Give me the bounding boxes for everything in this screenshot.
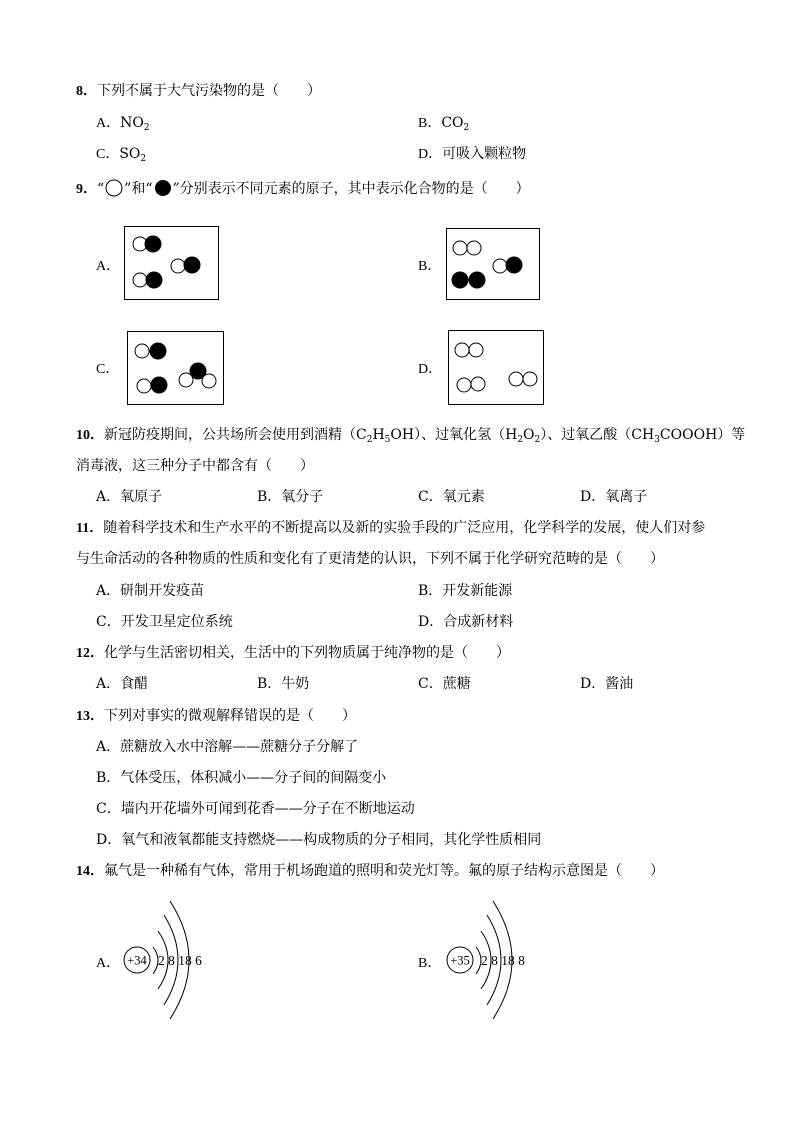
option-d[interactable]: D．氧气和液氧都能支持燃烧——构成物质的分子相同，其化学性质相同 [96,832,542,848]
black-atom-icon [153,179,173,197]
option-b[interactable]: B．牛奶 [257,676,310,692]
option-a-label[interactable]: A． [96,259,121,274]
electron-shells: 2 8 18 8 [481,953,525,968]
question-number: 9． [76,182,97,197]
option-c-particle-box[interactable] [127,331,224,405]
question-9-stem: 9．“ ”和“ ”分别表示不同元素的原子，其中表示化合物的是（ ） [76,181,530,197]
question-number: 11． [76,521,104,536]
option-b[interactable]: B．$CO_2$ [418,115,470,133]
option-b-label[interactable]: B． [418,956,442,971]
option-a[interactable]: A．蔗糖放入水中溶解——蔗糖分子分解了 [96,739,359,755]
question-8-stem [76,81,321,102]
question-13-stem: 13．下列对事实的微观解释错误的是（ ） [76,708,356,724]
question-14-stem: 14．氟气是一种稀有气体，常用于机场跑道的照明和荧光灯等。氟的原子结构示意图是（ ） [76,863,664,879]
option-a-label[interactable]: A． [96,956,121,971]
option-b[interactable]: B．开发新能源 [418,583,513,599]
particle-model-b [447,229,539,299]
option-a[interactable]: A．食醋 [96,676,149,692]
option-a-particle-box[interactable] [124,226,219,300]
question-number: 14． [76,864,104,879]
option-c[interactable]: C．$SO_2$ [96,146,147,164]
option-d-particle-box[interactable] [448,330,544,405]
option-c[interactable]: C．开发卫星定位系统 [96,614,233,630]
electron-shells: 2 8 18 6 [158,953,202,968]
option-b-label[interactable]: B． [418,259,442,274]
option-d-label[interactable]: D． [418,362,443,377]
option-b-particle-box[interactable] [446,228,540,300]
particle-model-c [128,332,223,404]
option-b[interactable]: B．气体受压，体积减小——分子间的间隔变小 [96,770,387,786]
atomic-structure-diagram-a[interactable] [120,897,220,1027]
option-c-label[interactable]: C． [96,362,120,377]
option-d[interactable]: D．合成新材料 [418,614,514,630]
option-c[interactable]: C．蔗糖 [418,676,471,692]
question-10-stem-line2: 消毒液，这三种分子中都含有（ ） [76,458,314,474]
nucleus-charge: +34 [127,953,147,968]
particle-model-d [449,331,543,404]
question-text: 下列不属于大气污染物的是（ ） [97,83,321,99]
atomic-structure-diagram-b[interactable] [443,897,543,1027]
question-number: 13． [76,709,104,724]
question-number: 8． [76,84,97,99]
question-12-stem: 12．化学与生活密切相关，生活中的下列物质属于纯净物的是（ ） [76,645,510,661]
option-a[interactable]: A．氧原子 [96,489,163,505]
option-a[interactable]: A．$NO_2$ [96,115,150,133]
white-atom-icon [104,179,124,197]
question-11-stem-line2: 与生命活动的各种物质的性质和变化有了更清楚的认识，下列不属于化学研究范畴的是（ ） [76,551,664,567]
question-10-stem: 10．新冠防疫期间，公共场所会使用到酒精$(C_2H_5OH)$、过氧化氢$(H_2O_2)$、过氧乙酸$(CH_3COOOH)$等 [76,427,746,445]
question-11-stem: 11．随着科学技术和生产水平的不断提高以及新的实验手段的广泛应用，化学科学的发展，使人们对参 [76,520,706,536]
question-number: 12． [76,646,104,661]
option-d[interactable]: D．酱油 [580,676,634,692]
question-number: 10． [76,428,104,443]
option-d[interactable]: D．氧离子 [580,489,648,505]
particle-model-a [125,227,218,299]
option-d[interactable]: D．可吸入颗粒物 [418,146,527,162]
option-a[interactable]: A．研制开发疫苗 [96,583,205,599]
option-c[interactable]: C．氧元素 [418,489,485,505]
nucleus-charge: +35 [450,953,470,968]
option-c[interactable]: C．墙内开花墙外可闻到花香——分子在不断地运动 [96,801,415,817]
option-b[interactable]: B．氧分子 [257,489,324,505]
